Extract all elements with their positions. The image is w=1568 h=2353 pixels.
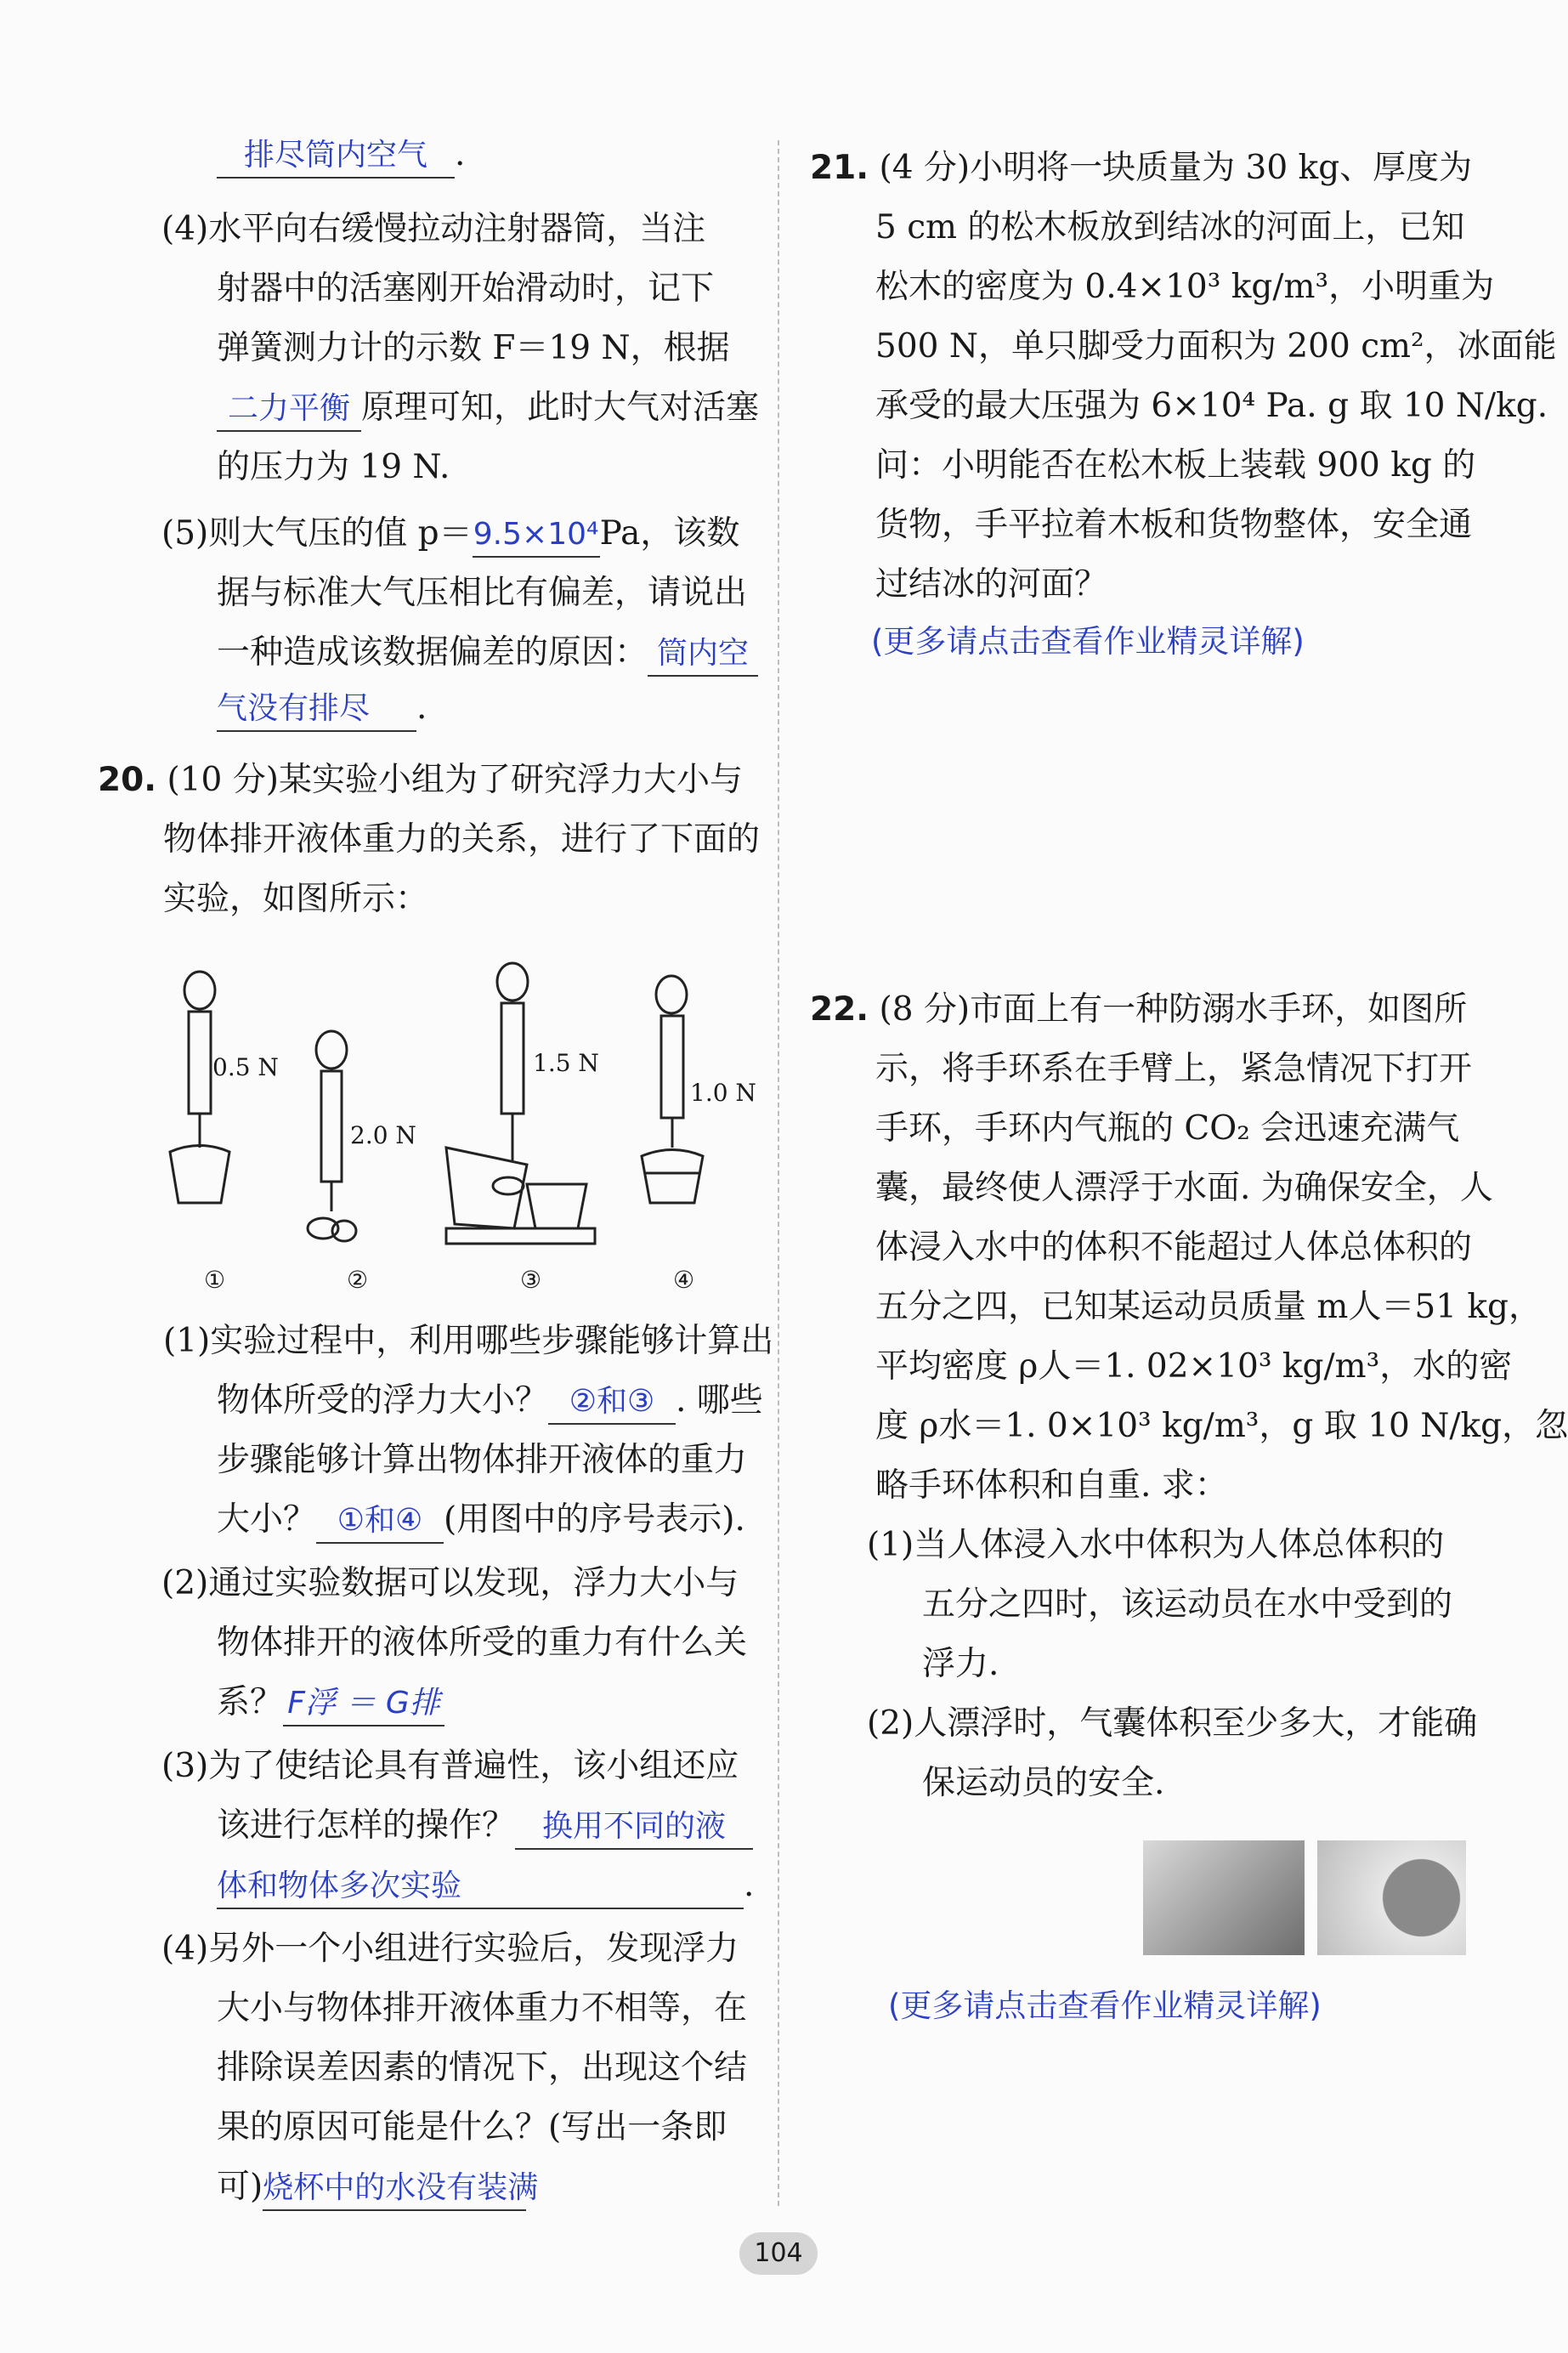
text-line: 一种造成该数据偏差的原因： 筒内空 — [217, 632, 758, 677]
text-line: 实验，如图所示： — [163, 880, 429, 918]
text-line: 示，将手环系在手臂上，紧急情况下打开 — [875, 1050, 1473, 1088]
answer-blank-4b: 气没有排尽 — [217, 688, 416, 732]
answer-blank-6: ①和④ — [316, 1500, 444, 1544]
text-line: (2)通过实验数据可以发现，浮力大小与 — [161, 1564, 739, 1602]
text-line: (4)水平向右缓慢拉动注射器筒，当注 — [161, 210, 706, 248]
text-line: 该进行怎样的操作？ 换用不同的液 — [217, 1805, 753, 1850]
text-line: (1)实验过程中，利用哪些步骤能够计算出 — [163, 1322, 774, 1360]
text-line: 保运动员的安全. — [922, 1764, 1165, 1802]
text-line: 度 ρ水＝1. 0×10³ kg/m³，g 取 10 N/kg，忽 — [875, 1407, 1568, 1445]
question-number: 20. — [98, 761, 157, 799]
text-line: 排除误差因素的情况下，出现这个结 — [217, 2049, 748, 2087]
answer-blank-2: 二力平衡 — [217, 388, 361, 432]
answer-blank-4a: 筒内空 — [648, 632, 758, 677]
experiment-figure — [153, 956, 756, 1301]
text-line: 略手环体积和自重. 求： — [875, 1466, 1228, 1505]
text-line: 物体所受的浮力大小？ ②和③ . 哪些 — [217, 1380, 763, 1425]
text-line: 的压力为 19 N. — [217, 448, 450, 486]
text-line: 步骤能够计算出物体排开液体的重力 — [217, 1441, 748, 1479]
question-20-stem: 20. (10 分)某实验小组为了研究浮力大小与 — [98, 761, 743, 799]
text-line: 手环，手环内气瓶的 CO₂ 会迅速充满气 — [875, 1109, 1460, 1148]
text-line: (1)当人体浸入水中体积为人体总体积的 — [867, 1526, 1445, 1564]
more-details-link[interactable]: (更多请点击查看作业精灵详解) — [888, 1987, 1322, 2024]
step-label-3: ③ — [520, 1266, 542, 1294]
text-line: 过结冰的河面？ — [875, 565, 1108, 604]
answer-blank-8a: 换用不同的液 — [515, 1806, 753, 1850]
more-details-link[interactable]: (更多请点击查看作业精灵详解) — [871, 623, 1305, 660]
step-label-4: ④ — [673, 1266, 695, 1294]
text-line: (2)人漂浮时，气囊体积至少多大，才能确 — [867, 1704, 1478, 1743]
text-line: 五分之四，已知某运动员质量 m人＝51 kg， — [875, 1288, 1542, 1326]
text-line: 囊，最终使人漂浮于水面. 为确保安全，人 — [875, 1169, 1493, 1207]
question-21-stem: 21. (4 分)小明将一块质量为 30 kg、厚度为 — [810, 149, 1473, 187]
wristband-photo-inflated — [1317, 1840, 1466, 1955]
answer-blank-9: 烧杯中的水没有装满 — [263, 2167, 526, 2211]
answer-blank-3: 9.5×10⁴ — [473, 513, 600, 558]
text-line: 物体排开液体重力的关系，进行了下面的 — [163, 820, 761, 859]
reading-4: 1.0 N — [690, 1079, 756, 1107]
text-line: 5 cm 的松木板放到结冰的河面上，已知 — [875, 208, 1465, 247]
text-line: 平均密度 ρ人＝1. 02×10³ kg/m³，水的密 — [875, 1347, 1513, 1386]
page-number: 104 — [739, 2232, 818, 2275]
text-line: 射器中的活塞刚开始滑动时，记下 — [217, 269, 715, 308]
reading-1: 0.5 N — [212, 1053, 279, 1081]
text-line: (3)为了使结论具有普遍性，该小组还应 — [161, 1747, 739, 1785]
text-line: 五分之四时，该运动员在水中受到的 — [922, 1585, 1453, 1624]
text-line: 松木的密度为 0.4×10³ kg/m³，小明重为 — [875, 268, 1495, 306]
question-22-stem: 22. (8 分)市面上有一种防溺水手环，如图所 — [810, 990, 1468, 1029]
text-line: 物体排开的液体所受的重力有什么关 — [217, 1624, 748, 1662]
text-line: 系？ F浮 ＝ G排 — [217, 1681, 444, 1726]
text-line: 果的原因可能是什么？(写出一条即 — [217, 2108, 727, 2146]
text-line: 浮力. — [922, 1645, 999, 1683]
text-line: 500 N，单只脚受力面积为 200 cm²，冰面能 — [875, 327, 1557, 366]
text-line: 据与标准大气压相比有偏差，请说出 — [217, 574, 748, 612]
text-line: 大小与物体排开液体重力不相等，在 — [217, 1989, 748, 2027]
question-number: 21. — [810, 149, 869, 187]
answer-blank-7: F浮 ＝ G排 — [283, 1682, 444, 1726]
text-line: 气没有排尽 . — [217, 687, 427, 732]
text-line: 货物，手平拉着木板和货物整体，安全通 — [875, 506, 1473, 544]
answer-blank-1: 排尽筒内空气 — [217, 134, 455, 179]
wristband-photo-closed — [1143, 1840, 1305, 1955]
reading-3: 1.5 N — [533, 1049, 599, 1077]
text-line: 二力平衡 原理可知，此时大气对活塞 — [217, 387, 759, 432]
step-label-2: ② — [347, 1266, 369, 1294]
text-line: 体和物体多次实验 . — [217, 1864, 754, 1909]
text-line: 弹簧测力计的示数 F＝19 N，根据 — [217, 329, 730, 367]
reading-2: 2.0 N — [350, 1121, 416, 1149]
answer-blank-8b: 体和物体多次实验 — [217, 1865, 744, 1909]
text-line: 承受的最大压强为 6×10⁴ Pa. g 取 10 N/kg. — [875, 387, 1548, 425]
text-line: 问：小明能否在松木板上装载 900 kg 的 — [875, 446, 1476, 485]
text-line: 体浸入水中的体积不能超过人体总体积的 — [875, 1228, 1473, 1267]
step-label-1: ① — [204, 1266, 226, 1294]
text-line: 可)烧杯中的水没有装满 — [217, 2166, 526, 2211]
text-line: 大小？ ①和④ (用图中的序号表示). — [217, 1499, 745, 1544]
text-line: (5)则大气压的值 p＝9.5×10⁴Pa，该数 — [161, 513, 739, 558]
answer-blank-5: ②和③ — [548, 1381, 676, 1425]
question-number: 22. — [810, 990, 869, 1029]
column-divider — [778, 140, 779, 2206]
text-line: (4)另外一个小组进行实验后，发现浮力 — [161, 1930, 739, 1968]
answer-line: 排尽筒内空气 . — [217, 133, 465, 179]
